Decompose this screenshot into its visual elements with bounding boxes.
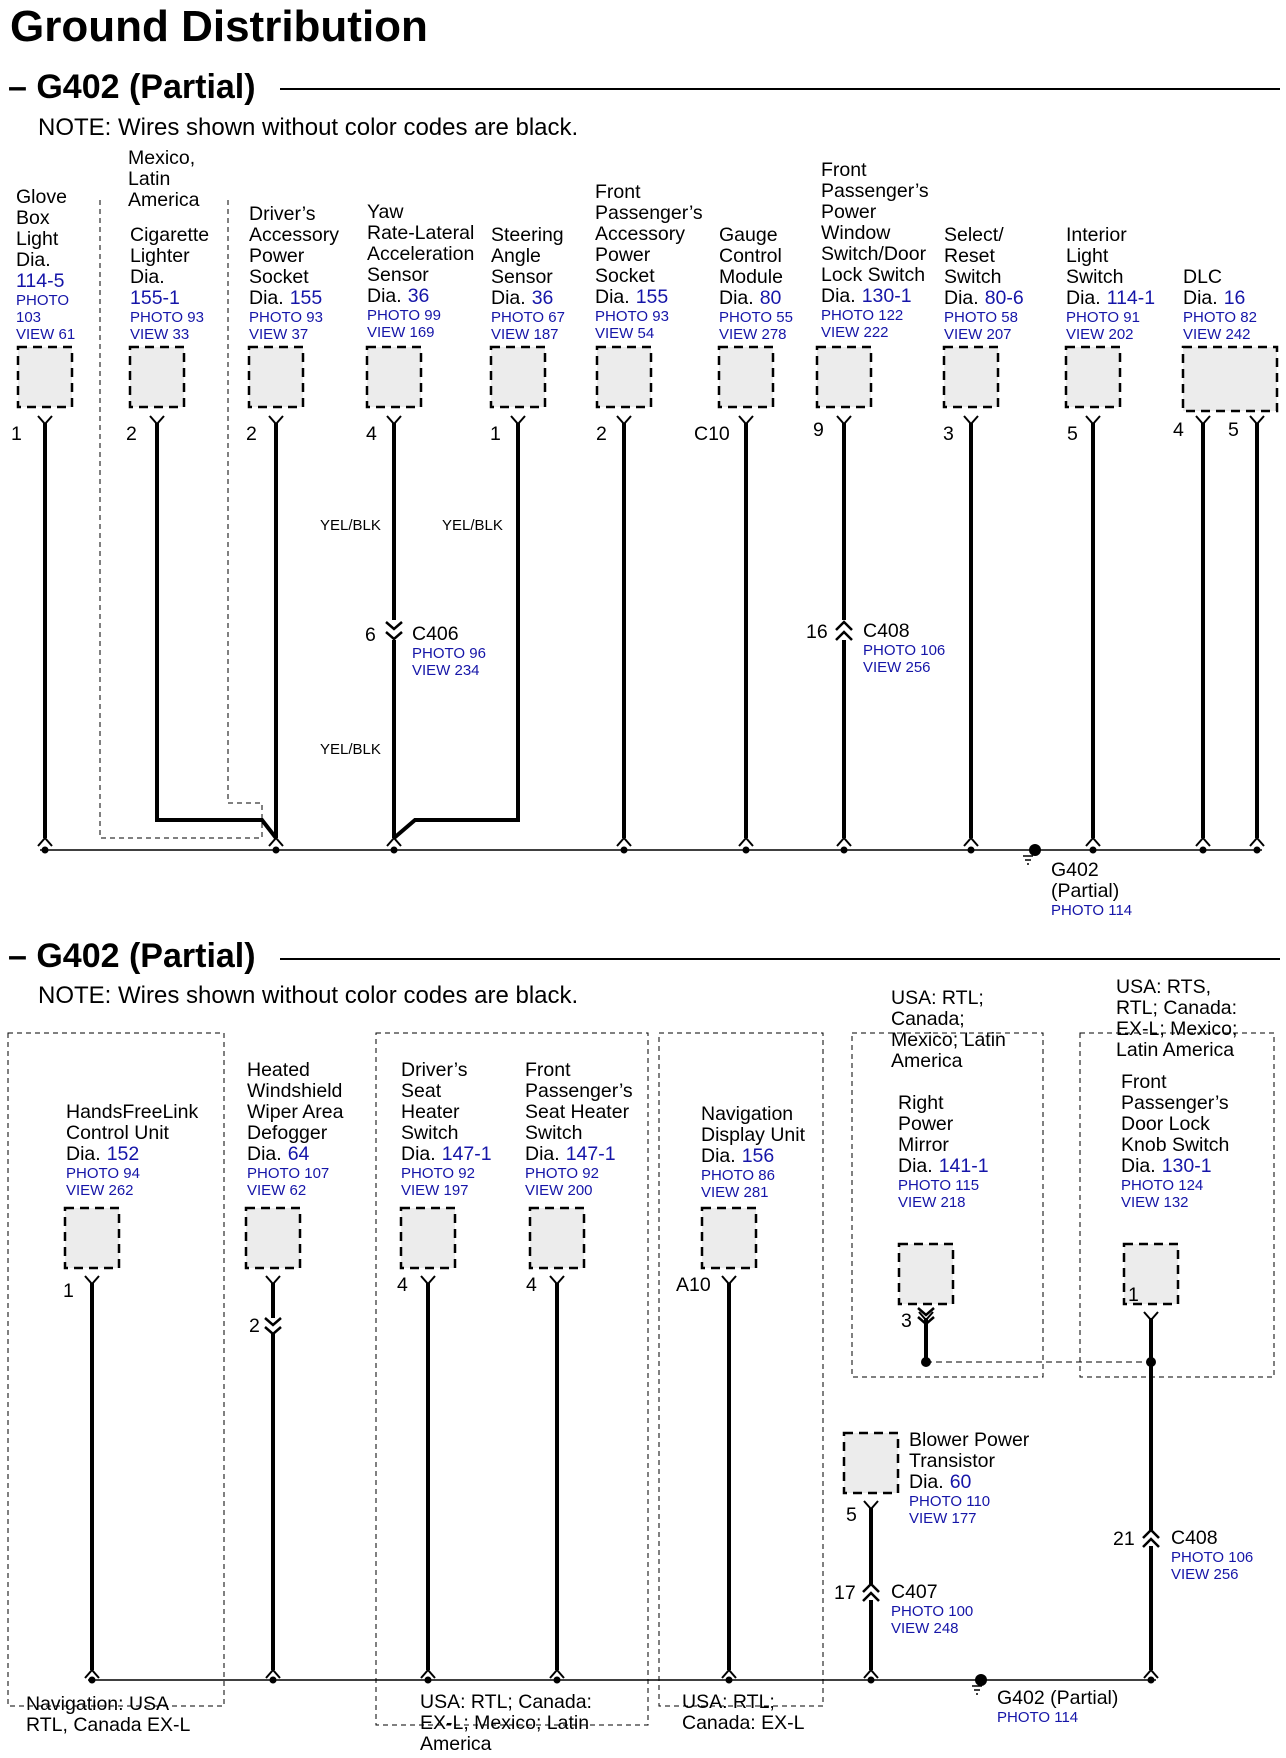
view-ref: VIEW 197 [401,1182,469,1199]
view-ref: VIEW 61 [16,326,76,343]
connector-name: C407 [891,1581,938,1603]
photo-ref: PHOTO 67 [491,309,565,326]
dia-label: Dia. [719,287,754,309]
component-name: Interior Light Switch [1066,224,1127,288]
pin-number: 1 [490,423,501,445]
component-box [65,1208,119,1268]
dia-number: 155-1 [130,287,180,309]
component-front-passenger-window-switch [821,160,929,341]
photo-ref: PHOTO 110 [909,1493,991,1510]
dia-label: Dia. [701,1145,736,1167]
pin-number: 1 [63,1280,74,1302]
component-name: Heated Windshield Wiper Area Defogger [247,1059,344,1144]
connector-name: C406 [412,623,459,645]
connector-c406 [412,624,486,679]
note-bottom: NOTE: Wires shown without color codes are black. [38,982,579,1009]
component-front-passenger-accessory-socket [595,182,703,342]
view-ref: VIEW 37 [249,326,309,343]
view-ref: VIEW 132 [1121,1194,1189,1211]
wires-top [45,419,1257,838]
dia-number: 114-5 [16,270,65,292]
component-name: Right Power Mirror [898,1092,954,1156]
view-ref: VIEW 207 [944,326,1012,343]
dia-number: 155 [635,286,669,308]
dia-number: 152 [106,1143,140,1165]
component-steering-angle-sensor [491,225,565,343]
component-drivers-accessory-socket [249,204,339,343]
wire-color-label: YEL/BLK [320,741,381,758]
component-name: Driver’s Seat Heater Switch [401,1059,468,1144]
pin-number: 4 [526,1274,537,1296]
component-navigation-display-unit [701,1104,805,1201]
dia-label: Dia. [401,1143,436,1165]
dia-number: 130-1 [861,285,912,307]
view-ref: VIEW 278 [719,326,787,343]
dia-label: Dia. [1183,287,1218,309]
component-front-passenger-door-lock-knob-switch [1121,1072,1229,1211]
dia-label: Dia. [367,285,402,307]
component-name: Steering Angle Sensor [491,224,564,288]
option-label-seat-heater: USA: RTL; Canada: EX-L; Mexico; Latin America [420,1691,592,1755]
dia-number: 130-1 [1161,1155,1212,1177]
component-name: HandsFreeLink Control Unit [66,1101,199,1144]
dia-label: Dia. [1066,287,1101,309]
component-box [899,1244,953,1304]
component-box [1066,347,1120,407]
ground-symbol-top [1023,856,1033,864]
component-handsfreelink-control-unit [66,1102,198,1199]
component-box [401,1208,455,1268]
pin-number: 5 [1067,423,1078,445]
component-name: DLC [1183,266,1223,288]
dia-number: 80 [759,287,782,309]
photo-ref: PHOTO 91 [1066,309,1140,326]
component-dlc [1183,267,1257,343]
component-box-dlc [1183,347,1277,411]
photo-ref: PHOTO 107 [247,1165,330,1182]
dia-number: 147-1 [565,1143,616,1165]
pin-number: 1 [11,423,22,445]
component-box [530,1208,584,1268]
pin-number: C10 [694,423,730,445]
component-box [249,347,303,407]
dia-label: Dia. [130,266,165,288]
dia-label: Dia. [898,1155,933,1177]
view-ref: VIEW 169 [367,324,435,341]
view-ref: VIEW 262 [66,1182,134,1199]
photo-ref: PHOTO 100 [891,1603,974,1620]
connector-c408-bottom [1171,1528,1253,1583]
photo-ref: PHOTO 124 [1121,1177,1204,1194]
view-ref: VIEW 218 [898,1194,966,1211]
dia-number: 141-1 [938,1155,989,1177]
photo-ref: PHOTO 106 [863,642,946,659]
photo-ref: PHOTO 114 [997,1709,1079,1726]
view-ref: VIEW 256 [863,659,931,676]
component-box [817,347,871,407]
page-title: Ground Distribution [10,2,428,51]
component-select-reset-switch [944,225,1024,343]
option-label-nav: USA: RTL; Canada: EX-L [682,1691,805,1734]
pin-number: 3 [901,1310,912,1332]
pin-number: 4 [366,423,377,445]
section-heading-top: – G402 (Partial) [8,70,264,104]
dia-number: 16 [1223,287,1246,309]
dia-label: Dia. [909,1471,944,1493]
component-name: Front Passenger’s Door Lock Knob Switch [1121,1071,1230,1156]
dia-label: Dia. [66,1143,101,1165]
dia-number: 64 [287,1143,310,1165]
photo-ref: PHOTO 92 [401,1165,475,1182]
photo-ref: PHOTO 55 [719,309,793,326]
pin-number: A10 [676,1274,711,1296]
component-box [18,347,72,407]
pin-number: 2 [596,423,607,445]
section-rule-bottom [280,958,1280,960]
pin-number: 5 [1228,419,1239,441]
wire-color-label: YEL/BLK [442,517,503,534]
view-ref: VIEW 256 [1171,1566,1239,1583]
connector-c408-symbol [836,622,852,640]
connector-pin: 17 [834,1582,856,1604]
dia-number: 147-1 [441,1143,492,1165]
view-ref: VIEW 177 [909,1510,977,1527]
component-cigarette-lighter [130,225,209,343]
dia-number: 114-1 [1106,287,1156,309]
wire-color-label: YEL/BLK [320,517,381,534]
photo-ref: PHOTO 115 [898,1177,980,1194]
pin-number: 1 [1128,1284,1139,1306]
photo-ref: PHOTO 92 [525,1165,599,1182]
component-right-power-mirror [898,1093,989,1211]
component-box [844,1433,898,1493]
photo-ref: PHOTO 93 [595,308,669,325]
component-gauge-control-module [719,225,793,343]
view-ref: VIEW 248 [891,1620,959,1637]
connector-pin: 16 [806,621,828,643]
section-heading-bottom: – G402 (Partial) [8,939,264,973]
connector-heated-wiper-symbol [265,1318,281,1334]
component-box [491,347,545,407]
photo-ref: PHOTO 93 [130,309,204,326]
photo-ref: PHOTO 96 [412,645,486,662]
photo-ref: PHOTO 82 [1183,309,1257,326]
photo-ref: PHOTO 99 [367,307,441,324]
photo-ref: PHOTO 86 [701,1167,775,1184]
dia-number: 36 [407,285,430,307]
ground-name: G402 (Partial) [1051,859,1120,902]
component-name: Driver’s Accessory Power Socket [249,203,339,288]
connector-name: C408 [1171,1527,1218,1549]
view-ref: VIEW 222 [821,324,889,341]
dia-label: Dia. [525,1143,560,1165]
option-label-mirror: USA: RTL; Canada; Mexico; Latin America [891,987,1006,1072]
connector-c407-symbol [863,1584,879,1601]
dia-number: 80-6 [984,287,1024,309]
pin-number: 2 [249,1315,260,1337]
component-front-passenger-seat-heater-switch [525,1060,633,1199]
view-ref: VIEW 242 [1183,326,1251,343]
section-rule-top [280,88,1280,90]
component-glove-box-light [16,187,75,343]
component-name: Yaw Rate-Lateral Acceleration Sensor [367,201,475,286]
view-ref: VIEW 200 [525,1182,593,1199]
connector-c408 [863,621,945,676]
component-yaw-rate-sensor [367,202,474,341]
dia-label: Dia. [1121,1155,1156,1177]
view-ref: VIEW 281 [701,1184,769,1201]
component-drivers-seat-heater-switch [401,1060,492,1199]
photo-ref: PHOTO 94 [66,1165,140,1182]
component-box [130,347,184,407]
component-name: Select/ Reset Switch [944,224,1004,288]
ground-symbol-bottom [972,1686,982,1694]
connector-pin: 21 [1113,1528,1135,1550]
pin-number: 2 [246,423,257,445]
pin-number: 4 [1173,419,1184,441]
component-blower-power-transistor [909,1430,1029,1527]
option-label-hfl: Navigation: USA RTL, Canada EX-L [26,1693,191,1736]
connector-c406-symbol [386,622,402,639]
photo-ref: PHOTO 114 [1051,902,1133,919]
dia-label: Dia. [821,285,856,307]
dia-number: 156 [741,1145,775,1167]
component-name: Cigarette Lighter [130,224,210,267]
view-ref: VIEW 54 [595,325,655,342]
view-ref: VIEW 234 [412,662,480,679]
dia-label: Dia. [944,287,979,309]
pin-number: 4 [397,1274,408,1296]
ground-g402-bottom [997,1688,1118,1726]
component-name: Front Passenger’s Seat Heater Switch [525,1059,633,1144]
photo-ref: PHOTO 93 [249,309,323,326]
dia-label: Dia. [595,286,630,308]
component-name: Front Passenger’s Power Window Switch/Door Lock Switch [821,159,929,286]
component-box [597,347,651,407]
photo-ref: PHOTO 122 [821,307,904,324]
ground-g402-top [1051,860,1132,919]
component-name: Navigation Display Unit [701,1103,806,1146]
component-name: Front Passenger’s Accessory Power Socket [595,181,703,287]
connector-name: C408 [863,620,910,642]
dia-number: 60 [949,1471,972,1493]
photo-ref: PHOTO 106 [1171,1549,1254,1566]
component-box [702,1208,756,1268]
component-box [719,347,773,407]
photo-ref: PHOTO 103 [16,292,70,326]
dia-label: Dia. [249,287,284,309]
view-ref: VIEW 202 [1066,326,1134,343]
note-top: NOTE: Wires shown without color codes are black. [38,114,579,141]
pin-number: 5 [846,1504,857,1526]
ground-name: G402 (Partial) [997,1687,1119,1709]
view-ref: VIEW 187 [491,326,559,343]
photo-ref: PHOTO 58 [944,309,1018,326]
dia-label: Dia. [16,249,51,271]
connector-c408b-symbol [1143,1530,1159,1547]
component-box [944,347,998,407]
dia-number: 155 [289,287,323,309]
option-label-mexico: Mexico, Latin America [128,147,200,211]
component-name: Gauge Control Module [719,224,783,288]
component-name: Blower Power Transistor [909,1429,1030,1472]
component-name: Glove Box Light [16,186,67,250]
connector-c407 [891,1582,973,1637]
pin-number: 9 [813,419,824,441]
view-ref: VIEW 62 [247,1182,307,1199]
option-label-door-lock: USA: RTS, RTL; Canada: EX-L; Mexico; Latin America [1116,976,1238,1061]
pin-number: 2 [126,423,137,445]
dia-number: 36 [531,287,554,309]
component-heated-wiper-defogger [247,1060,343,1199]
component-box [246,1208,300,1268]
pin-number: 3 [943,423,954,445]
component-box [367,347,421,407]
dia-label: Dia. [247,1143,282,1165]
dia-label: Dia. [491,287,526,309]
component-interior-light-switch [1066,225,1155,343]
view-ref: VIEW 33 [130,326,190,343]
connector-pin: 6 [365,624,376,646]
pin-terminals-top [38,416,1264,846]
